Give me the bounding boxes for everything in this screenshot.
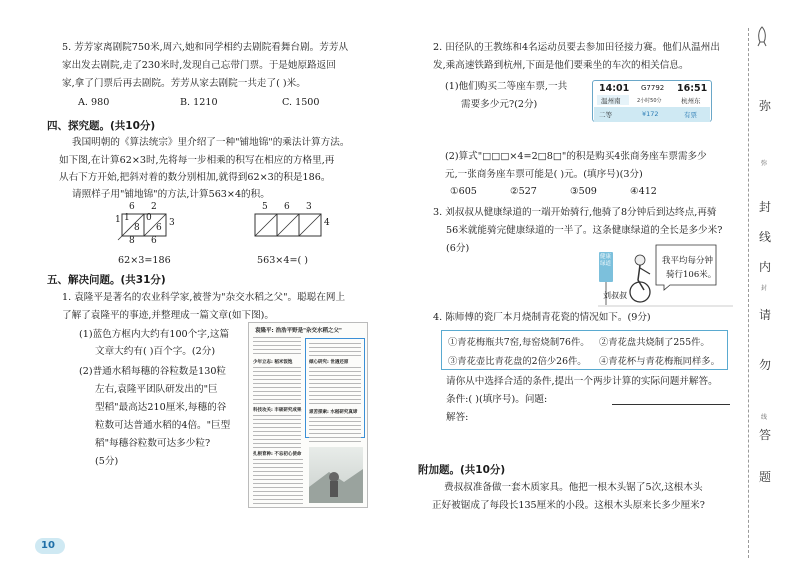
article-text-line	[309, 343, 361, 344]
p2-q2-line-a: (2)算式"□□□×4=2□8□"的积是购买4张商务座车票需多少	[445, 151, 707, 162]
article-text-line	[253, 375, 301, 376]
p4-answer-label[interactable]: 解答:	[446, 412, 469, 423]
seal-char: 请	[759, 308, 772, 322]
article-text-line	[309, 395, 361, 396]
grid1-top-digit: 2	[151, 202, 157, 212]
question-answer-line[interactable]	[612, 404, 730, 405]
article-text-line	[253, 423, 301, 424]
p4-condition-line[interactable]: 条件:( )(填序号)。问题:	[446, 394, 548, 405]
article-text-line	[253, 443, 301, 444]
article-text-line	[253, 503, 303, 504]
article-text-line	[309, 429, 361, 430]
p2-line1: 2. 田径队的王教练和4名运动员要去参加田径接力赛。他们从温州出	[433, 42, 720, 53]
article-text-line	[309, 383, 361, 384]
section5-title: 五、解决问题。(共31分)	[47, 274, 166, 286]
article-text-line	[253, 471, 303, 472]
grid2-right-digit: 4	[324, 218, 330, 228]
grid1-bottom-digit: 6	[151, 236, 157, 246]
arrive-time: 16:51	[677, 83, 708, 94]
article-photo	[309, 447, 363, 503]
article-text-line	[253, 491, 303, 492]
s4-line2: 如下图,在计算62×3时,先将每一步相乘的积写在相应的方格里,再	[59, 155, 335, 166]
condition-1[interactable]: ①青花梅瓶共7窑,每窑烧制76件。	[448, 337, 590, 348]
article-title: 袁隆平: 浩浩平野是"杂交水稻之父"	[255, 328, 342, 334]
article-text-line	[253, 475, 303, 476]
article-text-line	[309, 379, 361, 380]
article-text-line	[309, 399, 361, 400]
ticket-info-bar	[594, 107, 710, 122]
p2-option-2[interactable]: ②527	[510, 186, 537, 197]
article-text-line	[253, 459, 303, 460]
article-text-line	[253, 387, 301, 388]
seal-small-char: 弥	[761, 160, 768, 167]
article-text-line	[253, 483, 303, 484]
p2-line2: 发,乘高速铁路到杭州,下面是他们要乘坐的车次的相关信息。	[433, 60, 689, 71]
equation-563x4[interactable]: 563×4=( )	[257, 255, 309, 266]
extra-title: 附加题。(共10分)	[418, 464, 506, 476]
grid2-top-digit: 3	[306, 202, 312, 212]
p4-line1: 4. 陈师傅的瓷厂本月烧制青花瓷的情况如下。(9分)	[433, 312, 651, 323]
p1-q1-line-a: (1)蓝色方框内大约有100个字,这篇	[79, 329, 230, 340]
article-text-line	[253, 431, 301, 432]
article-text-line	[253, 435, 301, 436]
seal-char: 内	[759, 260, 772, 274]
rocket-icon	[754, 26, 770, 48]
p2-q2-line-b[interactable]: 元,一张商务座车票可能是( )元。(填序号)(3分)	[445, 169, 643, 180]
article-text-line	[253, 499, 303, 500]
grid1-top-digit: 6	[129, 202, 135, 212]
q5-option-b[interactable]: B. 1210	[180, 97, 218, 108]
p1-q2-line-c: 型稻"最高达210厘米,每穗的谷	[95, 402, 227, 413]
page-number: 10	[41, 540, 55, 551]
article-text-line	[309, 403, 361, 404]
p1-line2: 了解了袁隆平的事迹,并整理成一篇文章(如下图)。	[62, 310, 275, 321]
depart-time: 14:01	[599, 83, 630, 94]
seal-char: 题	[759, 470, 772, 484]
q5-option-c[interactable]: C. 1500	[282, 97, 320, 108]
section4-title: 四、探究题。(共10分)	[47, 120, 156, 132]
p1-q1-line-b[interactable]: 文章大约有( )百个字。(2分)	[95, 346, 216, 357]
speech-bubble-line2: 骑行106米。	[666, 270, 717, 280]
p3-line1: 3. 刘叔叔从健康绿道的一端开始骑行,他骑了8分钟后到达终点,再骑	[433, 207, 717, 218]
article-text-line	[309, 347, 361, 348]
p2-q1-line-b: 需要多少元?(2分)	[461, 99, 538, 110]
p4-line2: 请你从中选择合适的条件,提出一个两步计算的实际问题并解答。	[446, 376, 718, 387]
p1-q2-line-a: (2)普通水稻每穗的谷粒数是130粒	[79, 366, 227, 377]
grid1-bottom-digit: 8	[129, 236, 135, 246]
article-text-line	[253, 341, 301, 342]
greenway-sign-label: 健康绿道	[600, 254, 612, 267]
article-subheading: 科技攻关: 丰硕研究成果	[253, 408, 302, 413]
article-text-line	[253, 367, 301, 368]
article-text-line	[309, 421, 361, 422]
p2-q1-line-a: (1)他们购买二等座车票,一共	[445, 81, 568, 92]
article-text-line	[253, 403, 301, 404]
article-text-line	[253, 467, 303, 468]
article-text-line	[309, 375, 361, 376]
condition-2[interactable]: ②青花盘共烧制了255件。	[599, 337, 710, 348]
s4-line1: 我国明朝的《算法统宗》里介绍了一种"铺地锦"的乘法计算方法。	[72, 137, 350, 148]
p1-q2-line-e: 稻"每穗谷粒数可达多少粒?	[95, 438, 211, 449]
station-to: 杭州东	[681, 97, 701, 105]
article-text-line	[253, 447, 301, 448]
train-ticket-card	[592, 80, 712, 122]
article-subheading: 扎根育种: 不忘初心使命	[253, 452, 302, 457]
trip-duration: 2小时50分	[637, 98, 662, 104]
condition-3[interactable]: ③青花壶比青花盘的2倍少26件。	[448, 356, 587, 367]
article-text-line	[309, 355, 361, 356]
article-text-line	[253, 353, 301, 354]
grid1-cell-digit: 1	[124, 213, 130, 223]
grid1-right-digit: 3	[169, 218, 175, 228]
article-image	[248, 322, 368, 508]
article-text-line	[253, 415, 301, 416]
p1-q2-line-f: (5分)	[95, 456, 119, 467]
p2-option-4[interactable]: ④412	[630, 186, 657, 197]
seal-char: 勿	[759, 358, 772, 372]
article-text-line	[309, 387, 361, 388]
article-text-line	[309, 433, 361, 434]
article-text-line	[309, 417, 361, 418]
article-text-line	[309, 391, 361, 392]
equation-62x3: 62×3=186	[118, 255, 171, 266]
seal-char: 封	[759, 200, 772, 214]
article-subheading: 少年立志: 稻米饭饱	[253, 360, 293, 365]
p2-option-3[interactable]: ③509	[570, 186, 597, 197]
article-text-line	[253, 487, 303, 488]
grid2-top-digit: 5	[262, 202, 268, 212]
seal-char: 线	[759, 230, 772, 244]
article-text-line	[253, 391, 301, 392]
p3-line2: 56米就能骑完健康绿道的一半了。这条健康绿道的全长是多少米?	[446, 225, 723, 236]
s4-line4: 请照样子用"铺地锦"的方法,计算563×4的积。	[72, 189, 270, 200]
article-text-line	[309, 437, 361, 438]
seat-class: 二等	[599, 111, 612, 119]
q5-line1: 5. 芳芳家离剧院750米,周六,她和同学相约去剧院看舞台剧。芳芳从	[62, 42, 349, 53]
q5-option-a[interactable]: A. 980	[78, 97, 110, 108]
lattice-grid-62x3	[108, 202, 188, 262]
article-text-line	[309, 351, 361, 352]
article-text-line	[253, 337, 301, 338]
person-label: 刘叔叔	[603, 291, 627, 300]
article-text-line	[253, 383, 301, 384]
p1-q2-line-b: 左右,袁隆平团队研发出的"巨	[95, 384, 218, 395]
s4-line3: 从右下方开始,把斜对着的数分别相加,就得到62×3的积是186。	[59, 172, 331, 183]
article-text-line	[253, 349, 301, 350]
extra-line1: 费叔叔准备做一套木质家具。他把一根木头锯了5次,这根木头	[444, 482, 703, 493]
article-text-line	[253, 371, 301, 372]
condition-4[interactable]: ④青花杯与青花梅瓶同样多。	[599, 356, 720, 367]
grid1-left-digit: 1	[115, 215, 121, 225]
article-text-line	[309, 371, 361, 372]
p2-option-1[interactable]: ①605	[450, 186, 477, 197]
grid1-cell-digit: 6	[156, 223, 162, 233]
article-text-line	[253, 379, 301, 380]
seal-char: 答	[759, 428, 772, 442]
article-text-line	[253, 495, 303, 496]
grid1-cell-digit: 8	[134, 223, 140, 233]
train-number: G7792	[641, 84, 665, 92]
article-text-line	[253, 399, 301, 400]
article-text-line	[253, 463, 303, 464]
article-text-line	[253, 395, 301, 396]
seal-small-char: 线	[761, 414, 768, 421]
article-text-line	[309, 441, 361, 442]
article-text-line	[253, 479, 303, 480]
article-text-line	[253, 345, 301, 346]
extra-line2: 正好被锯成了每段长135厘米的小段。这根木头原来长多少厘米?	[432, 500, 705, 511]
ticket-price: ¥172	[642, 110, 659, 118]
seal-char: 弥	[759, 99, 772, 113]
p1-q2-line-d: 粒数可达普通水稻的4倍。"巨型	[95, 420, 231, 431]
ticket-availability: 有票	[684, 111, 697, 119]
grid1-cell-digit: 0	[146, 213, 152, 223]
article-text-line	[253, 427, 301, 428]
article-text-line	[253, 419, 301, 420]
p1-line1: 1. 袁隆平是著名的农业科学家,被誉为"杂交水稻之父"。聪聪在网上	[62, 292, 346, 303]
p3-line3: (6分)	[446, 243, 470, 254]
seal-dashed-line	[748, 28, 749, 558]
article-text-line	[253, 439, 301, 440]
article-text-line	[309, 425, 361, 426]
porcelain-conditions-box	[441, 330, 728, 370]
article-subheading: 艰苦探索: 水稻研究真谛	[309, 410, 358, 415]
article-subheading: 倾心研究: 世遇还原	[309, 360, 349, 365]
station-from: 温州南	[601, 97, 621, 105]
article-text-line	[309, 367, 361, 368]
q5-line2: 家出发去剧院,走了230米时,发现自己忘带门票。于是她原路返回	[62, 60, 336, 71]
seal-small-char: 封	[761, 285, 768, 292]
speech-bubble-line1: 我平均每分钟	[662, 256, 714, 266]
grid2-top-digit: 6	[284, 202, 290, 212]
q5-line3: 家,拿了门票后再去剧院。芳芳从家去剧院一共走了( )米。	[62, 78, 306, 89]
